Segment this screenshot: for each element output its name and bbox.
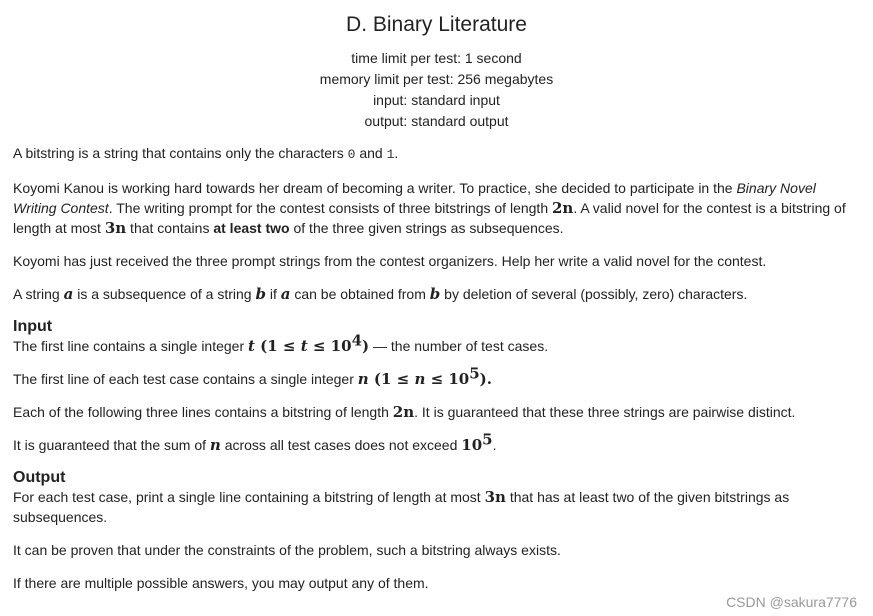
emphasis: at least two [213,220,290,236]
input-heading: Input [13,318,53,335]
text: — the number of test cases. [369,338,549,354]
input-line-1 [13,331,863,356]
math-exponent: 5 [469,364,480,383]
text: For each test case, print a single line containing a bitstring of length at most [13,489,485,505]
math-a: a [280,285,291,303]
text: . A valid novel for the contest is a bitstring of length at most [13,200,846,236]
math-t: t [300,337,308,355]
text: It is guaranteed that the sum of [13,437,210,453]
text: by deletion of several (possibly, zero) characters. [440,286,748,302]
text: The first line of each test case contains a single integer [13,371,358,387]
math-n: n [414,370,426,388]
math-n: n [209,436,221,454]
math-open: (1 ≤ [254,337,301,355]
output-heading: Output [13,469,66,486]
text: . [394,145,399,161]
text: A bitstring is a string that contains only the characters [13,145,348,161]
text: if [265,286,281,302]
text: that contains [126,220,214,236]
text: . The writing prompt for the contest consists of three bitstrings of length [108,200,552,216]
math-3n: 3n [484,488,506,506]
input-line-2 [13,364,863,389]
text: can be obtained from [290,286,430,302]
math-close: ) [362,337,370,355]
math-close: ). [479,370,492,388]
math-a: a [63,285,74,303]
math-3n: 3n [104,219,127,237]
text: is a subsequence of a string [73,286,256,302]
math-b: b [429,285,441,303]
memory-limit: memory limit per test: 256 megabytes [319,71,554,87]
text: Each of the following three lines contains a bitstring of length [13,404,393,420]
char-zero: 0 [347,147,356,162]
watermark: CSDN @sakura7776 [726,594,857,610]
math-t: t [248,337,255,355]
text: . It is guaranteed that these three strings are pairwise distinct. [414,404,796,420]
statement-paragraph-1 [13,143,863,165]
math-exponent: 5 [482,430,493,449]
char-one: 1 [386,147,395,162]
output-spec: output: standard output [364,113,509,129]
problem-header [0,0,873,132]
math-value: 10 [461,436,483,454]
text: of the three given strings as subsequences. [289,220,564,236]
math-2n: 2n [552,199,574,217]
math-b: b [255,285,266,303]
text: and [355,145,387,161]
statement-paragraph-2 [13,178,863,238]
text: across all test cases does not exceed [220,437,462,453]
output-line-3: If there are multiple possible answers, you may output any of them. [13,575,429,591]
statement-paragraph-3: Koyomi has just received the three prompt strings from the contest organizers. Help her write a valid novel for the contest. [13,253,767,269]
text: The first line contains a single integer [13,338,249,354]
output-line-1 [13,487,863,527]
math-le: ≤ 10 [425,370,470,388]
text: . [492,437,497,453]
text: A string [13,286,64,302]
input-line-4 [13,430,863,455]
input-line-3 [13,402,863,422]
problem-title: D. Binary Literature [346,13,527,36]
math-n: n [357,370,369,388]
math-le: ≤ 10 [307,337,352,355]
math-exponent: 4 [351,331,362,350]
text: Koyomi Kanou is working hard towards her dream of becoming a writer. To practice, she decided to participate in the [13,180,737,196]
output-line-2: It can be proven that under the constraints of the problem, such a bitstring always exists. [13,542,561,558]
statement-paragraph-4 [13,284,863,304]
math-2n: 2n [392,403,415,421]
text: that has at least two of the given bitstrings as subsequences. [13,489,790,525]
problem-statement [13,143,863,606]
input-spec: input: standard input [373,92,500,108]
math-open: (1 ≤ [368,370,415,388]
time-limit: time limit per test: 1 second [351,50,522,66]
contest-name: Binary Novel Writing Contest [13,180,816,216]
